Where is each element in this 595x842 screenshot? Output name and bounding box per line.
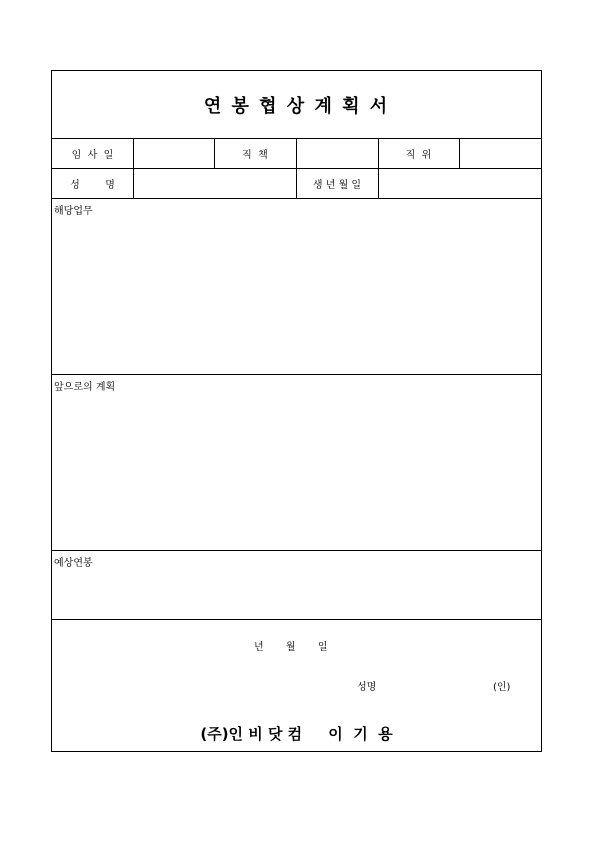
expected-salary-label: 예상연봉 xyxy=(54,558,93,569)
date-line: 년 월 일 xyxy=(254,642,328,653)
signature-label: 성명 xyxy=(357,682,377,693)
current-work-label: 해당업무 xyxy=(54,206,93,217)
birth-date-label: 생 년 월 일 xyxy=(312,179,362,191)
duty-field[interactable] xyxy=(296,138,378,168)
name-field[interactable] xyxy=(133,168,296,198)
birth-date-field[interactable] xyxy=(378,168,543,198)
form-title: 연 봉 협 상 계 획 서 xyxy=(203,95,390,117)
name-label: 성 명 xyxy=(70,179,115,191)
future-plan-label: 앞으로의 계획 xyxy=(54,382,116,393)
divider xyxy=(52,198,541,199)
salary-negotiation-form xyxy=(51,70,542,752)
company-signature-line: (주)인 비 닷 컴 이 기 용 xyxy=(200,725,393,743)
hire-date-label: 임 사 일 xyxy=(71,149,114,161)
seal-label: (인) xyxy=(493,682,511,693)
divider xyxy=(52,619,541,620)
position-label: 직 위 xyxy=(405,149,432,161)
divider xyxy=(52,374,541,375)
position-field[interactable] xyxy=(459,138,543,168)
divider xyxy=(52,550,541,551)
hire-date-field[interactable] xyxy=(133,138,214,168)
duty-label: 직 책 xyxy=(242,149,268,161)
